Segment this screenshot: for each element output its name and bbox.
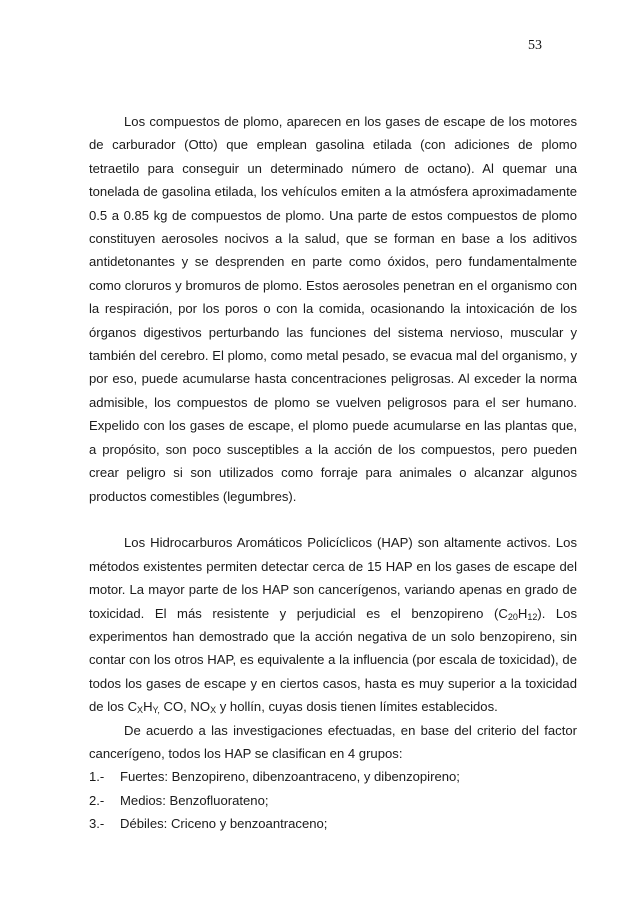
list-item-text: Medios: Benzofluorateno; (120, 792, 269, 808)
subscript-y: Y, (152, 705, 160, 716)
list-item-number: 3.- (89, 816, 105, 832)
hap-text-e: CO, NO (159, 699, 211, 715)
subscript-20: 20 (507, 611, 518, 622)
list-item-number: 1.- (89, 769, 105, 785)
paragraph-gap (89, 508, 577, 531)
hap-groups-list (89, 765, 577, 835)
list-item (89, 812, 577, 835)
paragraph-classification: De acuerdo a las investigaciones efectuadas, en base del criterio del factor cancerígeno, todos los HAP se clasifican en 4 grupos: (89, 722, 577, 761)
paragraph-lead-compounds: Los compuestos de plomo, aparecen en los gases de escape de los motores de carburador (Otto) que emplean gasolina etilada (con adiciones de plomo tetraetilo para conseguir un determinado número de octano). Al quemar una tonelada de gasolina etilada, los vehículos emiten a la atmósfera aproximadamente 0.5 a 0.85 kg de compuestos de plomo. Una parte de estos compuestos de plomo constituyen aerosoles nocivos a la salud, que se forman en base a los aditivos antidetonantes y se desprenden en parte como óxidos, pero fundamentalmente como cloruros y bromuros de plomo. Estos aerosoles penetran en el organismo con la respiración, por los poros o con la comida, ocasionando la intoxicación de los órganos digestivos perturbando las funciones del sistema nervioso, muscular y también del cerebro. El plomo, como metal pesado, se evacua mal del organismo, y por eso, puede acumularse hasta concentraciones peligrosas. Al exceder la norma admisible, los compuestos de plomo se vuelven peligrosos para el ser humano. Expelido con los gases de escape, el plomo puede acumularse en las plantas que, a propósito, son poco susceptibles a la acción de los compuestos, pero pueden crear peligro si son utilizados como forraje para animales o alcanzar algunos productos comestibles (legumbres). (89, 114, 577, 504)
list-item-number: 2.- (89, 792, 105, 808)
list-item-text: Débiles: Criceno y benzoantraceno; (120, 816, 328, 832)
list-item-text: Fuertes: Benzopireno, dibenzoantraceno, y dibenzopireno; (120, 769, 460, 785)
hap-text-b: H (517, 605, 528, 621)
hap-text-c: ). Los experimentos han demostrado que la acción negativa de un solo benzopireno, sin contar con los otros HAP, es equivalente a la influencia (por escala de toxicidad), de todos los gases de escape y en ciertos casos, hasta es muy superior a la toxicidad de los C (89, 605, 577, 715)
hap-text-f: y hollín, cuyas dosis tienen límites establecidos. (216, 699, 498, 715)
document-body (89, 110, 577, 836)
subscript-nox: X (210, 705, 217, 716)
subscript-12: 12 (527, 611, 538, 622)
paragraph-hap (89, 531, 577, 718)
list-item (89, 765, 577, 788)
subscript-x: X (137, 705, 144, 716)
hap-text-a: Los Hidrocarburos Aromáticos Policíclicos (HAP) son altamente activos. Los métodos existentes permiten detectar cerca de 15 HAP en los gases de escape del motor. La mayor parte de los HAP son cancerígenos, variando apenas en grado de toxicidad. El más resistente y perjudicial es el benzopireno (C (89, 535, 577, 621)
hap-text-d: H (143, 699, 153, 715)
list-item (89, 789, 577, 812)
page-number: 53 (528, 38, 542, 53)
